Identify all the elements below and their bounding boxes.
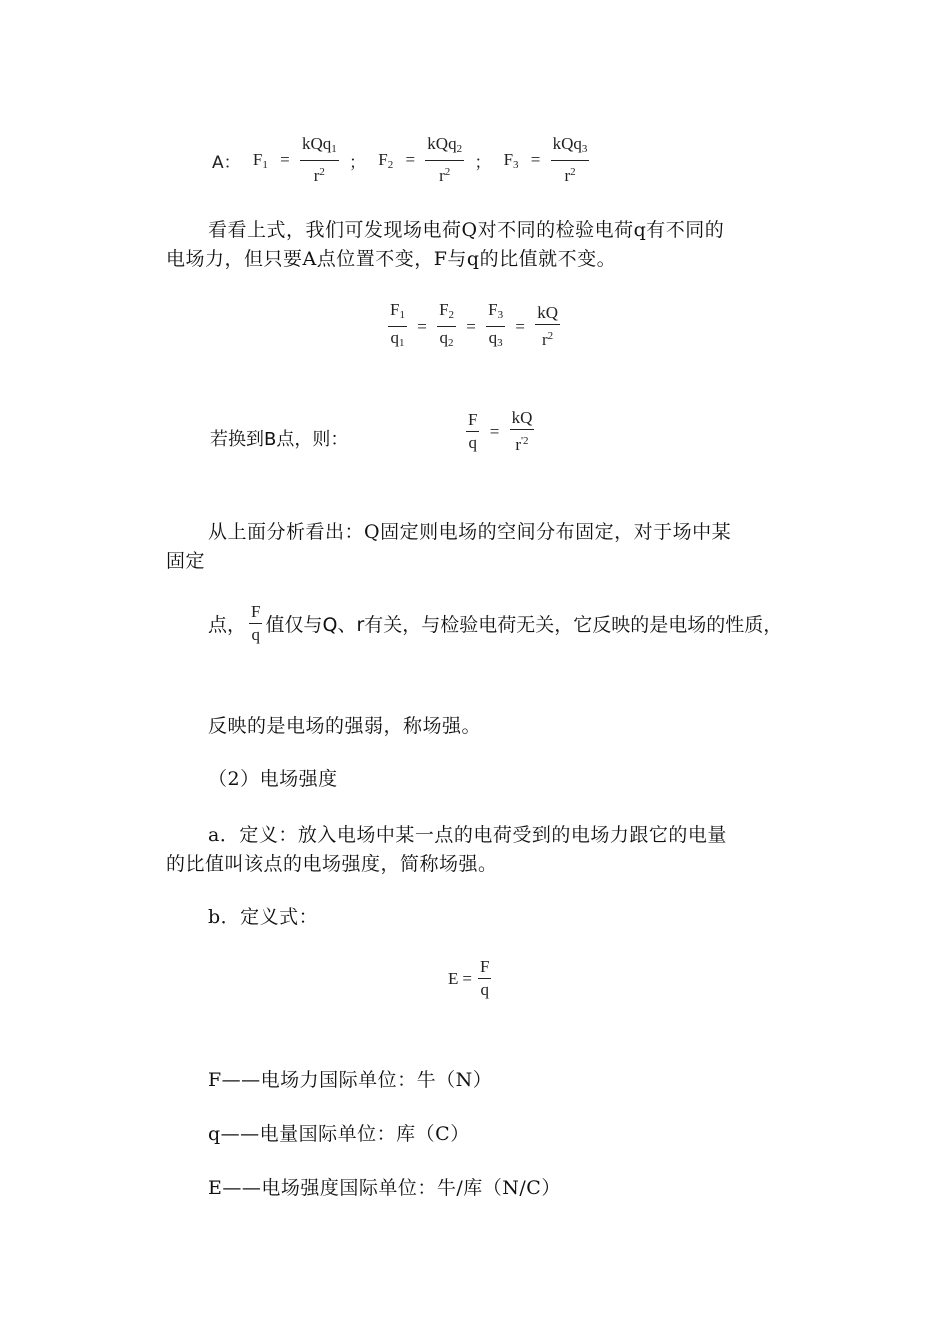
ratio-fraction-4 (535, 303, 560, 350)
ratio-d3-sub: 3 (497, 337, 503, 349)
ratio-n2-sub: 2 (448, 309, 455, 321)
point-b-formula (464, 408, 536, 455)
ratio-n3-sub: 3 (497, 309, 504, 321)
f3-den-sup: 2 (570, 166, 576, 178)
f2-denominator: r (439, 166, 445, 185)
point-b-rden-sup: '2 (521, 435, 529, 447)
f1-sub: 1 (262, 158, 268, 171)
ratio-n1-sub: 1 (399, 309, 405, 321)
ratio-d4-sup: 2 (547, 330, 554, 342)
point-b-lhs-fraction (466, 410, 479, 453)
f3-sub: 3 (513, 158, 519, 171)
ratio-fraction-1 (388, 300, 407, 353)
paragraph-2-line-2: 固定 (166, 550, 206, 572)
paragraph-1-line-2: 电场力，但只要A点位置不变，F与q的比值就不变。 (166, 248, 617, 270)
ratio-eq-2: = (466, 316, 476, 336)
e-formula-den: q (480, 980, 489, 999)
ratio-d1: q (390, 328, 399, 347)
f3-num-sub: 3 (581, 143, 588, 155)
e-formula-fraction (478, 957, 491, 1000)
f2-num-sub: 2 (456, 143, 463, 155)
unit-charge: q——电量国际单位：库（C） (208, 1123, 470, 1145)
f2-numerator: kQq (427, 134, 457, 153)
definition-line-2: 的比值叫该点的电场强度，简称场强。 (166, 853, 498, 875)
f1-numerator: kQq (301, 134, 332, 153)
formula-a-sep2: ； (474, 152, 492, 173)
point-b-rden: r (515, 435, 522, 454)
f3-fraction (551, 134, 590, 186)
ratio-n1: F (390, 300, 400, 319)
f1-num-sub: 1 (331, 143, 337, 155)
ratio-d4: r (541, 330, 548, 349)
paragraph-3: 反映的是电场的强弱，称场强。 (208, 715, 482, 737)
point-line (208, 602, 782, 645)
e-formula (448, 957, 493, 1000)
f2-den-sup: 2 (444, 166, 451, 178)
point-line-suffix: 值仅与Q、r有关，与检验电荷无关，它反映的是电场的性质， (265, 614, 783, 636)
e-formula-lhs: E (448, 968, 459, 988)
point-b-label: 若换到B点，则： (210, 429, 349, 450)
formula-a: A： $F_1$ = $\frac{kQq_1}{r^2}$ ； $F_2$ = $\frac{kQq_2}{r^2}$ ； $F_3$ = $\frac{kQq_3}{r^2}$ (212, 134, 588, 185)
f1-fraction (300, 134, 339, 186)
point-line-prefix: 点， (208, 614, 247, 636)
point-b-den: q (468, 433, 477, 452)
point-b-eq: = (489, 421, 500, 441)
f2-sub: 2 (387, 158, 394, 171)
point-line-num: F (249, 602, 262, 624)
f3-numerator: kQq (552, 134, 582, 153)
point-line-fraction (249, 602, 262, 645)
e-formula-eq: = (462, 968, 472, 988)
ratio-n4: kQ (535, 303, 560, 325)
point-b-rhs-fraction (510, 408, 535, 455)
f2-symbol: F (378, 149, 388, 169)
f1-symbol: F (252, 149, 263, 169)
unit-force: F——电场力国际单位：牛（N） (208, 1069, 493, 1091)
f1-den-sup: 2 (319, 166, 325, 178)
ratio-d2-sub: 2 (448, 337, 454, 349)
f2-fraction (425, 134, 464, 186)
formula-a-sep1: ； (348, 152, 366, 173)
ratio-fraction-2 (437, 300, 456, 353)
point-line-den: q (251, 625, 260, 644)
paragraph-1-line-1: 看看上式，我们可发现场电荷Q对不同的检验电荷q有不同的 (208, 219, 725, 241)
ratio-d2: q (439, 328, 449, 347)
point-b-rnum: kQ (510, 408, 535, 430)
ratio-n3: F (488, 300, 498, 319)
f3-denominator: r (564, 166, 571, 185)
section-title: （2）电场强度 (208, 768, 338, 790)
ratio-fraction-3 (486, 300, 505, 353)
unit-field-strength: E——电场强度国际单位：牛/库（N/C） (208, 1177, 561, 1199)
ratio-eq-1: = (417, 316, 427, 336)
e-formula-num: F (478, 957, 491, 979)
ratio-formula (386, 300, 562, 353)
ratio-d1-sub: 1 (398, 337, 405, 349)
paragraph-2-line-1: 从上面分析看出：Q固定则电场的空间分布固定，对于场中某 (208, 521, 732, 543)
definition-line-1: a．定义：放入电场中某一点的电荷受到的电场力跟它的电量 (208, 824, 727, 846)
f1-denominator: r (313, 166, 320, 185)
point-b-num: F (466, 410, 479, 432)
definition-formula-label: b．定义式： (208, 906, 319, 928)
ratio-eq-3: = (515, 316, 525, 336)
f3-symbol: F (503, 149, 514, 169)
ratio-n2: F (439, 300, 449, 319)
ratio-d3: q (488, 328, 498, 347)
formula-a-prefix: A： (212, 152, 241, 173)
